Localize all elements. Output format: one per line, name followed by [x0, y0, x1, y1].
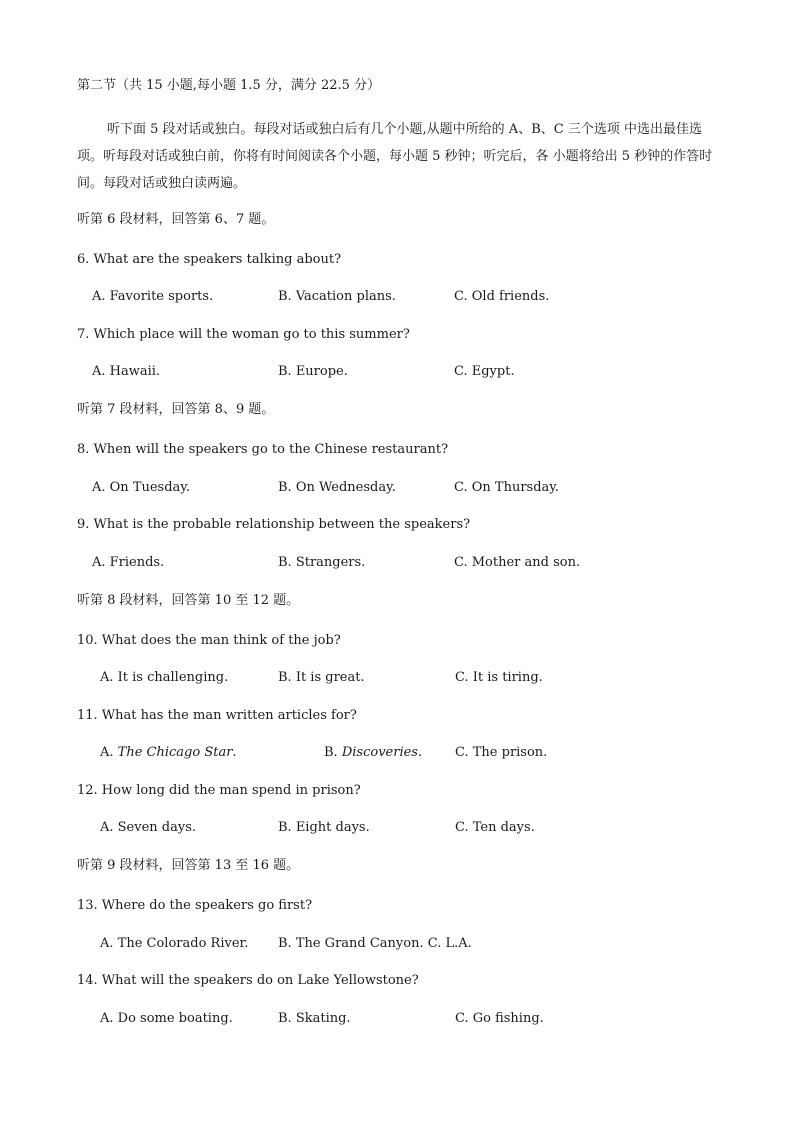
- option-b-letter: B.: [324, 745, 342, 760]
- question-text: 9. What is the probable relationship between the speakers?: [77, 517, 471, 532]
- passage-heading: 听第 8 段材料，回答第 10 至 12 题。: [77, 593, 300, 608]
- option-a-letter: A.: [100, 745, 118, 760]
- option-b-title: Discoveries: [341, 745, 418, 760]
- option-b: B. Vacation plans.: [278, 289, 396, 304]
- option-b: [324, 744, 422, 762]
- option-b: B. On Wednesday.: [278, 480, 396, 495]
- question-text: 12. How long did the man spend in prison?: [77, 783, 361, 798]
- option-a: A. Seven days.: [100, 820, 197, 835]
- option-c: C. The prison.: [455, 745, 548, 760]
- question-text: 7. Which place will the woman go to this summer?: [77, 327, 410, 342]
- option-a: A. Do some boating.: [100, 1011, 233, 1026]
- option-a: A. Favorite sports.: [92, 289, 214, 304]
- passage-heading: 听第 7 段材料，回答第 8、9 题。: [77, 402, 275, 417]
- option-b: B. It is great.: [278, 670, 365, 685]
- question-text: 13. Where do the speakers go first?: [77, 898, 313, 913]
- passage-heading: 听第 6 段材料，回答第 6、7 题。: [77, 212, 275, 227]
- option-c: C. Old friends.: [454, 289, 550, 304]
- option-c: C. Egypt.: [454, 364, 515, 379]
- option-b: B. Strangers.: [278, 555, 366, 570]
- option-a: A. It is challenging.: [100, 670, 229, 685]
- section-instructions: 听下面 5 段对话或独白。每段对话或独白后有几个小题,从题中所给的 A、B、C 三个选项 中选出最佳选项。听每段对话或独白前，你将有时间阅读各个小题，每小题 5 秒钟；听完后，各 小题将给出 5 秒钟的作答时间。每段对话或独白读两遍。: [77, 122, 713, 191]
- option-c: C. Go fishing.: [455, 1011, 544, 1026]
- option-a: A. On Tuesday.: [92, 480, 191, 495]
- option-b: B. Europe.: [278, 364, 348, 379]
- option-a: A. The Colorado River.: [100, 936, 249, 951]
- option-a: A. Friends.: [92, 555, 165, 570]
- option-a: [100, 744, 237, 762]
- passage-heading: 听第 9 段材料，回答第 13 至 16 题。: [77, 858, 300, 873]
- option-b: B. Eight days.: [278, 820, 370, 835]
- option-a: A. Hawaii.: [92, 364, 161, 379]
- section-title: 第二节（共 15 小题,每小题 1.5 分，满分 22.5 分）: [77, 78, 381, 93]
- option-b: B. Skating.: [278, 1011, 351, 1026]
- question-text: 6. What are the speakers talking about?: [77, 252, 342, 267]
- question-text: 10. What does the man think of the job?: [77, 633, 341, 648]
- option-b: B. The Grand Canyon. C. L.A.: [278, 936, 472, 951]
- option-a-title: The Chicago Star: [117, 745, 233, 760]
- question-text: 14. What will the speakers do on Lake Yellowstone?: [77, 973, 419, 988]
- option-c: C. It is tiring.: [455, 670, 543, 685]
- option-a-period: .: [232, 745, 237, 760]
- question-text: 11. What has the man written articles for?: [77, 708, 357, 723]
- option-c: C. Mother and son.: [454, 555, 581, 570]
- question-text: 8. When will the speakers go to the Chinese restaurant?: [77, 442, 449, 457]
- option-c: C. On Thursday.: [454, 480, 560, 495]
- option-b-period: .: [417, 745, 423, 760]
- option-c: C. Ten days.: [455, 820, 535, 835]
